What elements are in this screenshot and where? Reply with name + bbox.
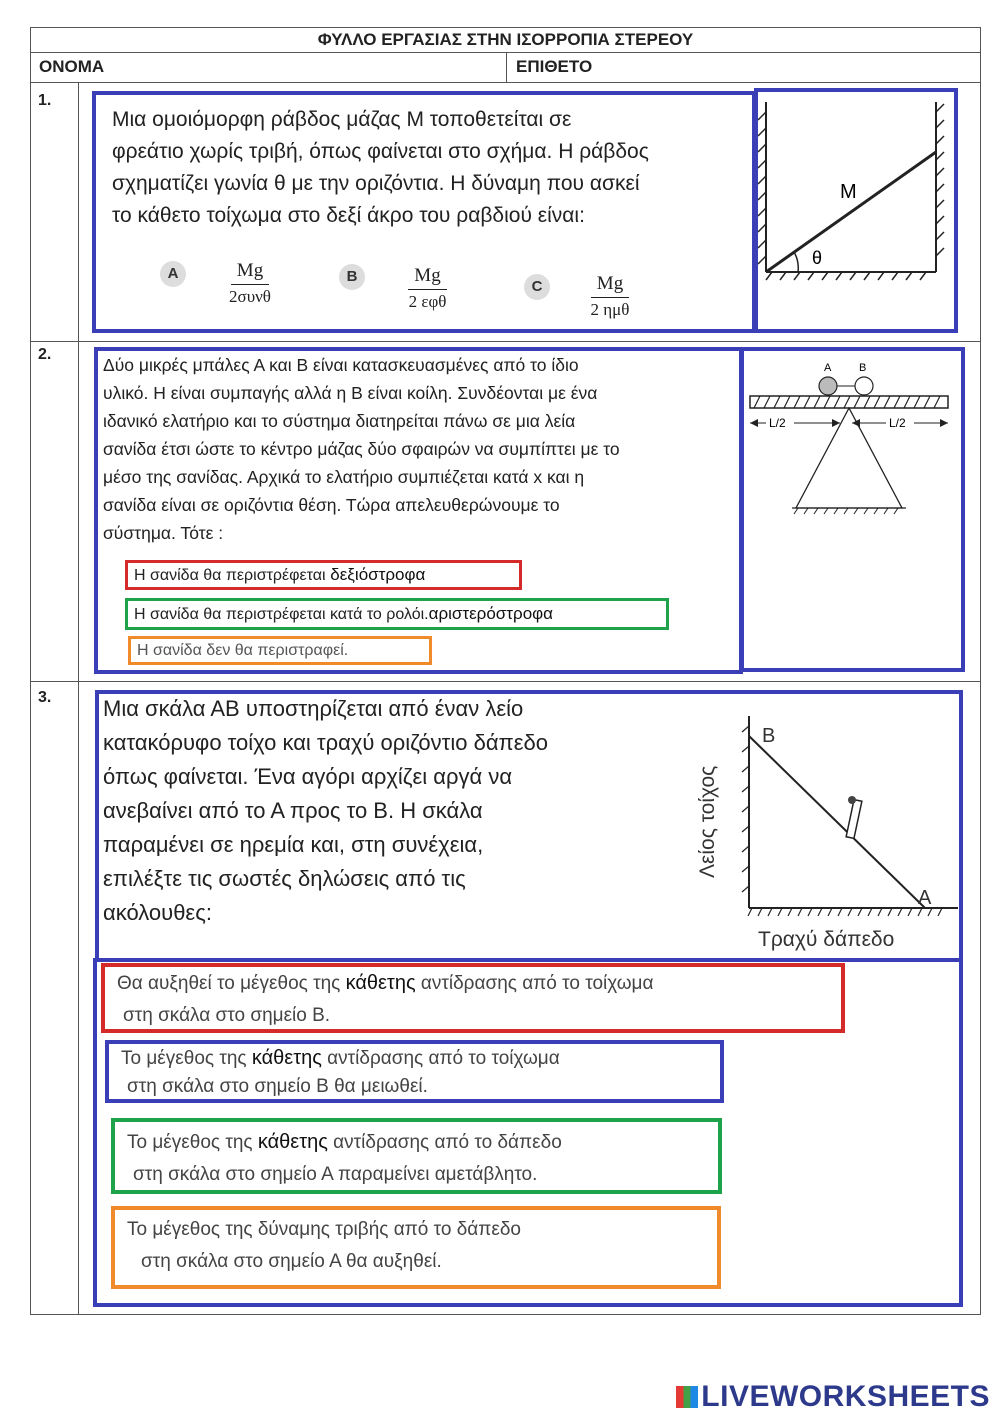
q1-option-a-num: Mg	[231, 260, 269, 285]
q2-number: 2.	[38, 346, 52, 363]
q3-floor-label: Τραχύ δάπεδο	[758, 928, 895, 951]
q3-option-1-bold: κάθετης	[345, 972, 416, 994]
worksheet-title: ΦΥΛΛΟ ΕΡΓΑΣΙΑΣ ΣΤΗΝ ΙΣΟΡΡΟΠΙΑ ΣΤΕΡΕΟΥ	[30, 27, 981, 53]
q2-line: υλικό. Η είναι συμπαγής αλλά η Β είναι κοίλη. Συνδέονται με ένα	[103, 383, 598, 403]
q2-option-bold: αριστερόστροφα	[428, 604, 553, 623]
q3-line: Μια σκάλα ΑΒ υποστηρίζεται από έναν λείο	[103, 696, 524, 721]
q3-option-1-text: Θα αυξηθεί το μέγεθος της	[117, 973, 346, 994]
q1-line: Μια ομοιόμορφη ράβδος μάζας Μ τοποθετείται σε	[112, 108, 572, 131]
q2-seesaw-diagram	[744, 351, 961, 521]
q3-option-1[interactable]	[101, 963, 845, 1033]
q3-number: 3.	[38, 689, 52, 706]
q2-option-counterclockwise[interactable]	[125, 598, 669, 630]
q3-option-3[interactable]	[111, 1118, 722, 1194]
q3-option-3-line2: στη σκάλα στο σημείο Α παραμείνει αμετάβλητο.	[133, 1164, 538, 1185]
row-divider-1	[30, 341, 981, 342]
q3-option-4-line2: στη σκάλα στο σημείο Α θα αυξηθεί.	[141, 1251, 442, 1272]
q3-option-4[interactable]	[111, 1206, 721, 1289]
q2-text	[103, 351, 739, 547]
q2-option-text: Η σανίδα θα περιστρέφεται	[134, 567, 326, 584]
q3-line: όπως φαίνεται. Ένα αγόρι αρχίζει αργά να	[103, 764, 513, 789]
q2-line: σύστημα. Τότε :	[103, 523, 224, 543]
q2-line: μέσο της σανίδας. Αρχικά το ελατήριο συμπιέζεται κατά x και η	[103, 467, 585, 487]
q1-option-c-badge[interactable]: C	[524, 274, 550, 300]
name-divider	[506, 53, 507, 82]
q3-line: επιλέξτε τις σωστές δηλώσεις από τις	[103, 866, 466, 891]
q1-option-a-badge[interactable]: A	[160, 261, 186, 287]
q1-angle-label: θ	[812, 248, 823, 268]
q2-option-bold: δεξιόστροφα	[325, 565, 426, 584]
name-row	[30, 53, 981, 83]
q2-option-clockwise[interactable]	[125, 560, 522, 590]
q2-left-length: L/2	[769, 416, 786, 430]
q2-line: σανίδα έτσι ώστε το κέντρο μάζας δύο σφαιρών να συμπίπτει με το	[103, 439, 620, 459]
q1-option-c-num: Mg	[591, 273, 629, 298]
q1-number: 1.	[38, 92, 52, 109]
name-label: ΟΝΟΜΑ	[39, 57, 105, 76]
q3-line: ακόλουθες:	[103, 900, 212, 925]
q3-point-b-label: B	[762, 725, 776, 747]
q3-line: κατακόρυφο τοίχο και τραχύ οριζόντιο δάπεδο	[103, 730, 549, 755]
q3-option-3-text-b: αντίδρασης από το δάπεδο	[327, 1132, 562, 1153]
q1-option-c[interactable]	[570, 273, 650, 320]
q2-option-text: Η σανίδα θα περιστρέφεται κατά το ρολόι.	[134, 606, 429, 623]
q2-right-length: L/2	[889, 416, 906, 430]
q3-wall-label: Λείος τοίχος	[696, 765, 719, 878]
q1-option-b-badge[interactable]: B	[339, 264, 365, 290]
q3-ladder-diagram	[690, 712, 960, 954]
q1-option-b-num: Mg	[408, 265, 446, 290]
q3-option-2-text: Το μέγεθος της	[121, 1048, 252, 1069]
number-column-divider	[78, 83, 79, 1315]
q3-option-2-text-b: αντίδρασης από το τοίχωμα	[321, 1048, 560, 1069]
q1-option-a-den: 2συνθ	[229, 287, 271, 306]
q1-line: σχηματίζει γωνία θ με την οριζόντια. Η δύναμη που ασκεί	[112, 172, 640, 195]
q2-option-no-rotation[interactable]	[128, 636, 432, 665]
liveworksheets-icon	[676, 1386, 698, 1408]
q3-line: ανεβαίνει από το Α προς το Β. Η σκάλα	[103, 798, 483, 823]
q3-option-2[interactable]	[105, 1040, 724, 1103]
q1-option-b[interactable]	[385, 265, 470, 312]
q2-ball-b-label: B	[859, 362, 867, 374]
liveworksheets-logo	[676, 1380, 990, 1414]
q3-option-4-text: Το μέγεθος της δύναμης τριβής από το δάπεδο	[127, 1219, 521, 1240]
q3-text	[103, 692, 663, 930]
q3-option-1-text-b: αντίδρασης από το τοίχωμα	[415, 973, 654, 994]
q1-option-b-den: 2 εφθ	[408, 292, 447, 311]
liveworksheets-logo-text: LIVEWORKSHEETS	[701, 1380, 990, 1413]
q1-rod-diagram	[758, 92, 954, 329]
q2-line: Δύο μικρές μπάλες Α και Β είναι κατασκευασμένες από το ίδιο	[103, 355, 579, 375]
q3-option-2-bold: κάθετης	[251, 1047, 322, 1069]
q3-option-3-bold: κάθετης	[257, 1131, 328, 1153]
q3-line: παραμένει σε ηρεμία και, στη συνέχεια,	[103, 832, 484, 857]
q1-line: φρεάτιο χωρίς τριβή, όπως φαίνεται στο σχήμα. Η ράβδος	[112, 140, 649, 163]
row-divider-2	[30, 681, 981, 682]
q1-option-c-den: 2 ημθ	[590, 300, 630, 319]
q2-line: σανίδα είναι σε οριζόντια θέση. Τώρα απελευθερώνουμε το	[103, 495, 560, 515]
q3-option-3-text: Το μέγεθος της	[127, 1132, 258, 1153]
q3-option-1-line2: στη σκάλα στο σημείο Β.	[123, 1005, 331, 1026]
q2-option-text: Η σανίδα δεν θα περιστραφεί.	[137, 642, 349, 659]
q1-line: το κάθετο τοίχωμα στο δεξί άκρο του ραβδιού είναι:	[112, 204, 585, 227]
surname-label: ΕΠΙΘΕΤΟ	[516, 57, 593, 76]
q3-point-a-label: A	[918, 887, 932, 909]
q1-text	[112, 104, 752, 232]
q1-option-a[interactable]	[210, 260, 290, 307]
q2-line: ιδανικό ελατήριο και το σύστημα διατηρείται πάνω σε μια λεία	[103, 411, 576, 431]
q1-mass-label: M	[840, 181, 857, 203]
q2-ball-a-label: A	[824, 362, 832, 374]
q3-option-2-line2: στη σκάλα στο σημείο Β θα μειωθεί.	[127, 1076, 428, 1097]
